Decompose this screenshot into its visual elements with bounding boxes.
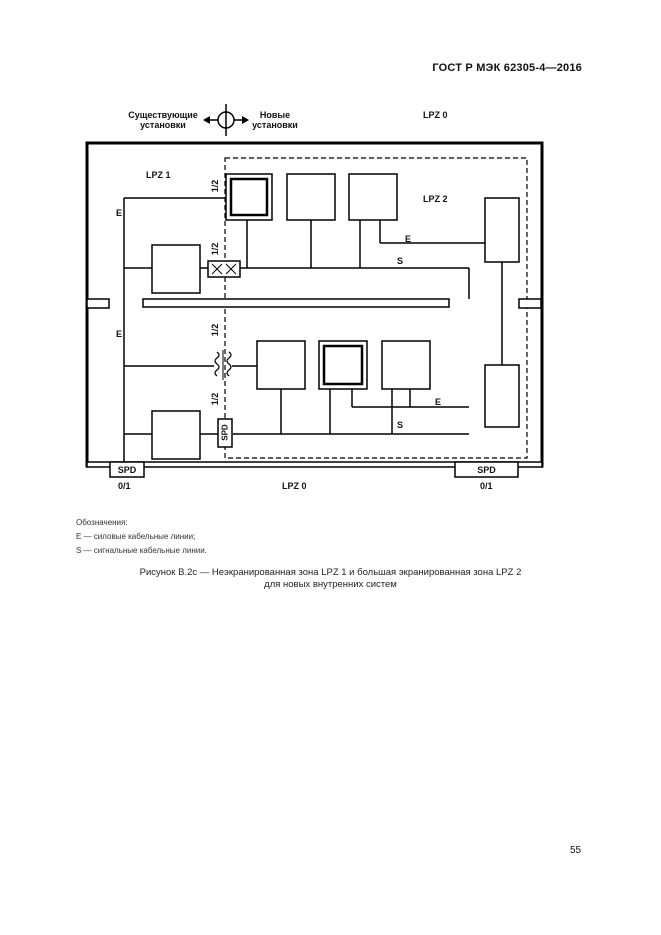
device-mid-1 xyxy=(257,341,305,389)
caption-line2: для новых внутренних систем xyxy=(264,579,397,590)
new-label-line1: Новые xyxy=(259,110,291,120)
existing-installations-label xyxy=(128,110,198,130)
device-lpz1-upper xyxy=(152,245,200,293)
new-label-line2: установки xyxy=(252,120,298,130)
zone-lpz0-top: LPZ 0 xyxy=(423,110,448,120)
ratio-label-4: 1/2 xyxy=(210,392,220,406)
device-right-upper xyxy=(485,198,519,262)
wall-penetration-right xyxy=(519,299,541,308)
device-top-2 xyxy=(287,174,335,220)
legend-e: E — силовые кабельные линии; xyxy=(76,532,196,541)
cable-s-bottom: S xyxy=(397,420,404,430)
page-number: 55 xyxy=(570,845,582,856)
legend xyxy=(76,516,207,558)
device-mid-3 xyxy=(382,341,430,389)
wall-penetration-left xyxy=(87,299,109,308)
device-right-lower xyxy=(485,365,519,427)
standard-header: ГОСТ Р МЭК 62305-4—2016 xyxy=(432,62,582,74)
middle-shield-bar xyxy=(143,299,449,307)
ratio-label-3: 1/2 xyxy=(210,323,220,337)
spd-right-label: SPD xyxy=(477,465,496,475)
legend-s: S — сигнальные кабельные линии. xyxy=(76,546,207,555)
cable-e-left-mid: E xyxy=(116,329,123,339)
cable-s-top: S xyxy=(397,256,404,266)
spd-left-label: SPD xyxy=(117,465,137,475)
new-installations-label xyxy=(250,110,300,130)
caption-line1: Рисунок В.2с — Неэкранированная зона LPZ 1 и большая экранированная зона LPZ 2 xyxy=(139,567,522,578)
existing-label-line1: Существующие xyxy=(128,110,198,120)
device-lpz1-lower xyxy=(152,411,200,459)
zone-lpz1: LPZ 1 xyxy=(146,170,171,180)
zone-lpz0-bottom: LPZ 0 xyxy=(282,481,307,491)
ratio-label-1: 1/2 xyxy=(210,179,220,193)
zone-lpz2: LPZ 2 xyxy=(423,194,448,204)
figure-caption xyxy=(0,567,661,591)
existing-label-line2: установки xyxy=(140,120,186,130)
spd-vertical-label: SPD xyxy=(220,424,230,441)
zone-boundary-right: 0/1 xyxy=(480,481,493,491)
zone-boundary-left: 0/1 xyxy=(118,481,131,491)
cable-e-right-bottom: E xyxy=(435,397,442,407)
device-top-3 xyxy=(349,174,397,220)
isolation-interface xyxy=(208,261,240,277)
legend-title: Обозначения: xyxy=(76,518,128,527)
cable-e-right-top: E xyxy=(405,234,412,244)
cable-e-left-top: E xyxy=(116,208,123,218)
ratio-label-2: 1/2 xyxy=(210,242,220,256)
